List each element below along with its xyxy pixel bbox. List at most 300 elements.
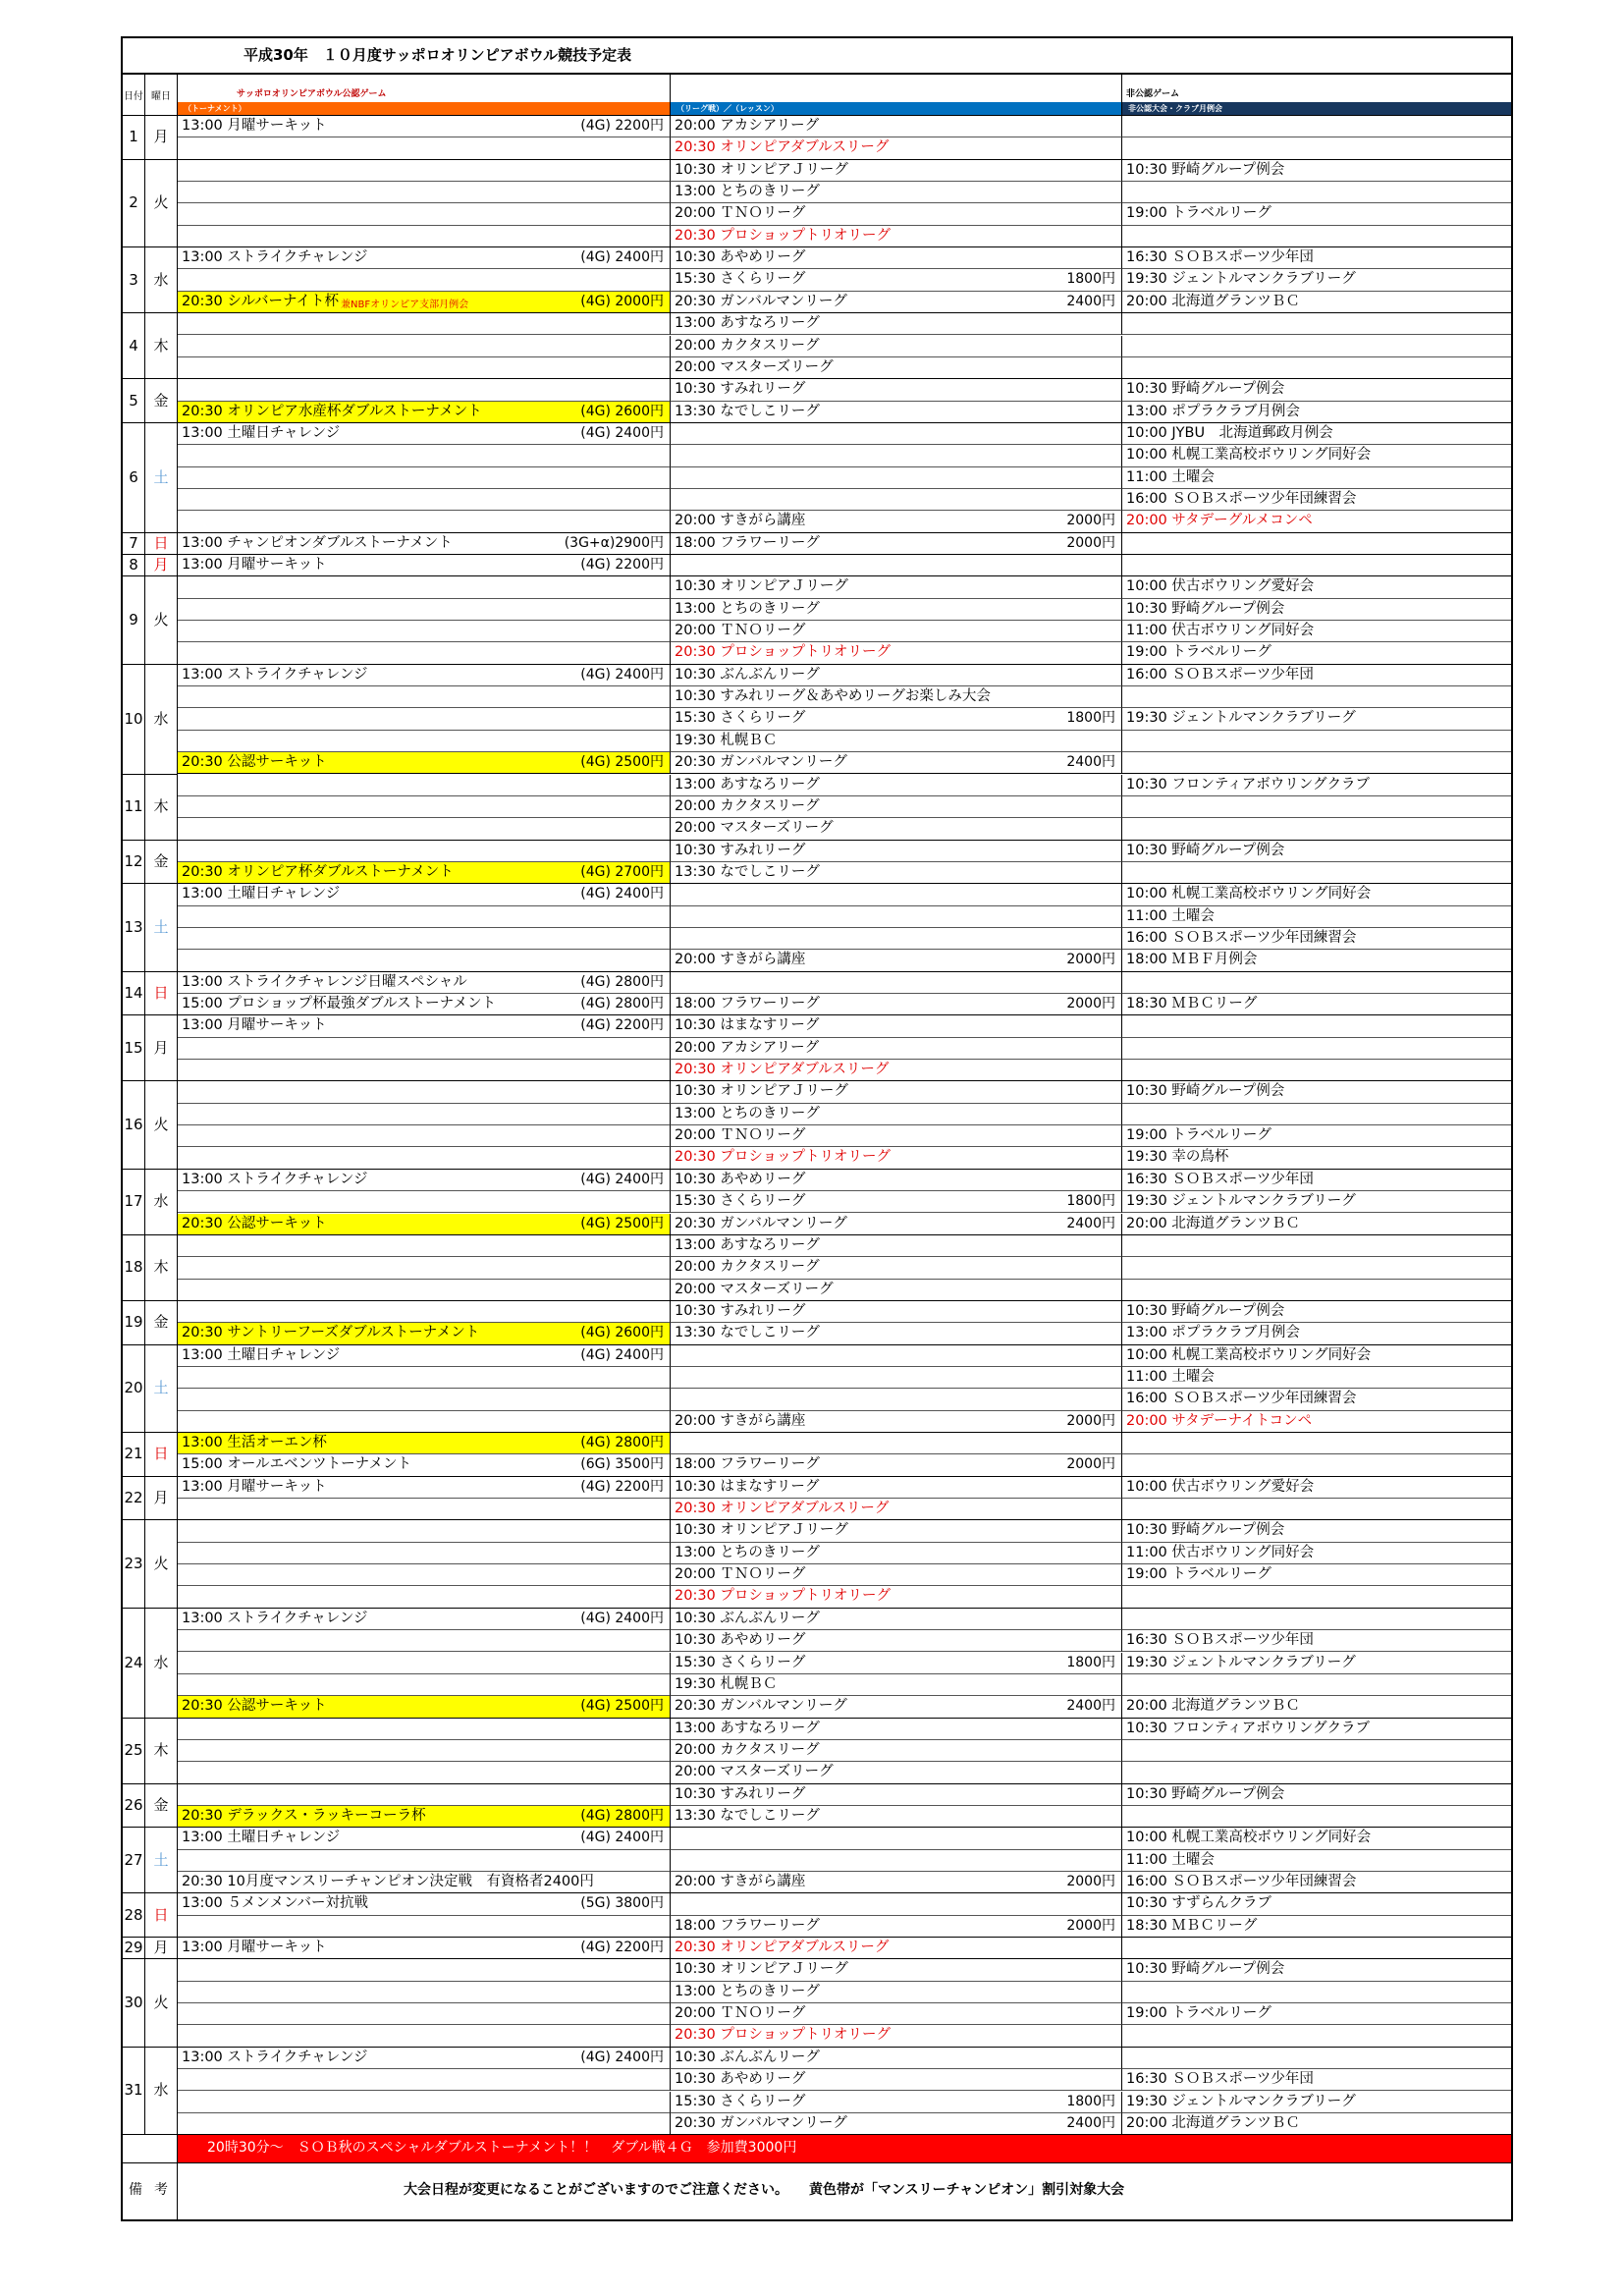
event-name: 11:00 伏古ボウリング同好会 — [1126, 1544, 1315, 1560]
event-name: 10:30 野崎グループ例会 — [1126, 842, 1285, 858]
event-name: 20:00 すきがら講座 — [675, 1412, 806, 1429]
event-name: 20:30 プロショップトリオリーグ — [675, 1149, 891, 1166]
event-entry — [1122, 1214, 1511, 1235]
day-number-text: 15 — [124, 1038, 143, 1057]
event-entry — [671, 1938, 1122, 1959]
event-price: (4G) 2800円 — [580, 973, 664, 990]
event-name: 20:00 すきがら講座 — [675, 513, 806, 529]
event-entry — [671, 1301, 1122, 1323]
day-number — [123, 533, 145, 555]
schedule-sheet — [121, 36, 1513, 2221]
event-name: 15:30 さくらリーグ — [675, 710, 806, 727]
schedule-cell-a — [178, 1564, 671, 1586]
schedule-cell-c — [1122, 116, 1511, 137]
event-name: 20:30 オリンピア水産杯ダブルストーナメント — [182, 403, 482, 419]
event-entry — [671, 182, 1122, 203]
weekday-text: 金 — [153, 1313, 169, 1332]
day-number-text: 16 — [124, 1116, 143, 1134]
event-entry — [1122, 950, 1511, 971]
schedule-cell-b — [671, 467, 1122, 489]
event-entry — [1122, 292, 1511, 313]
event-name: 13:00 ストライクチャレンジ日曜スペシャル — [182, 973, 467, 990]
event-entry — [671, 116, 1122, 137]
event-name: 20:30 公認サーキット — [182, 1215, 327, 1231]
day-number-text: 27 — [124, 1850, 143, 1869]
event-name: 13:00 ポプラクラブ月例会 — [1126, 1325, 1300, 1341]
schedule-cell-c — [1122, 1674, 1511, 1696]
event-entry — [1122, 1719, 1511, 1740]
day-number — [123, 884, 145, 971]
schedule-cell-a — [178, 2025, 671, 2047]
event-entry — [1122, 1477, 1511, 1499]
remarks-label-1: 備 — [129, 2182, 142, 2199]
event-name: 10:30 すみれリーグ — [675, 381, 806, 398]
event-name: 13:00 月曜サーキット — [182, 1017, 327, 1034]
schedule-cell-a — [178, 203, 671, 225]
day-number — [123, 1520, 145, 1608]
day-number-text: 19 — [124, 1313, 143, 1332]
weekday — [145, 1828, 178, 1893]
weekday-text: 火 — [153, 193, 169, 212]
event-name: 19:30 ジェントルマンクラブリーグ — [1126, 2093, 1356, 2109]
event-entry — [178, 1806, 671, 1828]
day-number — [123, 2048, 145, 2135]
event-entry — [1122, 247, 1511, 269]
event-name: 10:30 あやめリーグ — [675, 2071, 806, 2088]
schedule-cell-b — [671, 555, 1122, 576]
event-entry — [671, 402, 1122, 423]
event-price: (4G) 2400円 — [580, 666, 664, 683]
event-entry — [671, 1477, 1122, 1499]
event-name: 10:30 ぶんぶんリーグ — [675, 1610, 820, 1626]
event-name: 16:30 ＳＯＢスポーツ少年団 — [1126, 2071, 1314, 2088]
schedule-cell-c — [1122, 2048, 1511, 2069]
event-entry — [671, 533, 1122, 555]
event-entry — [1122, 1081, 1511, 1103]
event-entry — [1122, 2113, 1511, 2135]
schedule-cell-a — [178, 1125, 671, 1147]
weekday — [145, 1520, 178, 1608]
event-name: 20:00 マスターズリーグ — [675, 820, 834, 837]
weekday — [145, 972, 178, 1016]
weekday — [145, 1345, 178, 1433]
event-entry — [178, 1938, 671, 1959]
event-name: 11:00 土曜会 — [1126, 468, 1215, 485]
event-entry — [671, 2092, 1122, 2113]
event-entry — [671, 1719, 1122, 1740]
weekday-text: 土 — [153, 1379, 169, 1397]
schedule-cell-a — [178, 1916, 671, 1938]
event-price: 1800円 — [1066, 271, 1115, 288]
event-name: 20:00 アカシアリーグ — [675, 1039, 820, 1056]
weekday-text: 木 — [153, 1741, 169, 1760]
day-column-header — [123, 75, 145, 116]
event-name: 20:30 オリンピア杯ダブルストーナメント — [182, 863, 454, 880]
event-name: 10:00 札幌工業高校ボウリング同好会 — [1126, 886, 1372, 902]
event-entry — [671, 379, 1122, 401]
event-entry — [1122, 423, 1511, 445]
event-name: 20:00 マスターズリーグ — [675, 1764, 834, 1780]
schedule-cell-a — [178, 313, 671, 335]
event-name: 18:00 フラワーリーグ — [675, 534, 820, 551]
day-number-text: 8 — [129, 556, 138, 574]
event-name: 20:00 ＴＮＯリーグ — [675, 1566, 806, 1583]
event-entry — [1122, 511, 1511, 532]
schedule-cell-c — [1122, 226, 1511, 247]
event-entry — [1122, 402, 1511, 423]
event-entry — [1122, 1411, 1511, 1433]
event-name: 13:00 あすなろリーグ — [675, 1236, 820, 1253]
event-price: 2400円 — [1066, 293, 1115, 309]
event-name: 13:00 チャンピオンダブルストーナメント — [182, 534, 453, 551]
event-entry — [1122, 467, 1511, 489]
event-entry — [178, 116, 671, 137]
schedule-cell-a — [178, 1147, 671, 1169]
event-entry — [178, 665, 671, 686]
schedule-cell-c — [1122, 1454, 1511, 1476]
weekday — [145, 1893, 178, 1938]
event-entry — [178, 1696, 671, 1718]
event-name: 10:30 オリンピアＪリーグ — [675, 1522, 848, 1539]
event-name: 20:00 すきがら講座 — [675, 952, 806, 968]
event-entry — [671, 269, 1122, 291]
weekday-text: 木 — [153, 797, 169, 816]
event-price: (4G) 2400円 — [580, 1346, 664, 1363]
event-name: 10:00 伏古ボウリング愛好会 — [1126, 1478, 1315, 1495]
day-number-text: 5 — [129, 391, 138, 410]
weekday — [145, 2048, 178, 2135]
event-name: 10:00 札幌工業高校ボウリング同好会 — [1126, 447, 1372, 464]
event-name: 11:00 伏古ボウリング同好会 — [1126, 623, 1315, 639]
event-entry — [1122, 1147, 1511, 1169]
event-name: 13:30 なでしこリーグ — [675, 1807, 820, 1824]
event-name: 10:30 オリンピアＪリーグ — [675, 1083, 848, 1100]
event-name: 20:00 カクタスリーグ — [675, 797, 820, 814]
event-price: (4G) 2400円 — [580, 1830, 664, 1846]
event-entry — [671, 2025, 1122, 2047]
weekday-text: 火 — [153, 1116, 169, 1134]
event-name: 10:30 野崎グループ例会 — [1126, 1302, 1285, 1319]
schedule-cell-a — [178, 1235, 671, 1257]
schedule-cell-a — [178, 1630, 671, 1652]
event-name: 13:00 ストライクチャレンジ — [182, 249, 368, 266]
remarks-label — [123, 2163, 178, 2219]
event-entry — [671, 1147, 1122, 1169]
event-name: 10:30 ぶんぶんリーグ — [675, 2049, 820, 2065]
event-entry — [1122, 621, 1511, 642]
club-column-header — [1122, 75, 1511, 116]
title-row — [123, 38, 1511, 75]
remarks-text — [178, 2163, 1511, 2219]
schedule-cell-c — [1122, 1609, 1511, 1630]
event-name: 19:30 札幌ＢＣ — [675, 732, 778, 748]
event-name: 10:30 野崎グループ例会 — [1126, 381, 1285, 398]
event-entry — [671, 1762, 1122, 1783]
event-price: 1800円 — [1066, 710, 1115, 727]
event-entry — [178, 2048, 671, 2069]
event-name: 11:00 土曜会 — [1126, 907, 1215, 924]
event-name: 15:00 オールエベンツトーナメント — [182, 1456, 412, 1473]
schedule-cell-c — [1122, 313, 1511, 335]
event-entry — [178, 423, 671, 445]
weekday — [145, 1477, 178, 1521]
day-number — [123, 1477, 145, 1521]
schedule-cell-b — [671, 1433, 1122, 1454]
page-title: 平成30年 １０月度サッポロオリンピアボウル競技予定表 — [243, 46, 632, 64]
event-entry — [671, 1959, 1122, 1981]
day-number-text: 1 — [129, 128, 138, 146]
event-entry — [671, 796, 1122, 818]
schedule-cell-a — [178, 379, 671, 401]
schedule-cell-a — [178, 1850, 671, 1872]
day-number — [123, 1345, 145, 1433]
event-entry — [1122, 1301, 1511, 1323]
event-entry — [1122, 1170, 1511, 1191]
event-price: (4G) 2400円 — [580, 886, 664, 902]
schedule-cell-a — [178, 1762, 671, 1783]
schedule-cell-c — [1122, 533, 1511, 555]
event-name: 13:30 なでしこリーグ — [675, 863, 820, 880]
event-entry — [1122, 1696, 1511, 1718]
day-number — [123, 1609, 145, 1719]
event-entry — [671, 686, 1122, 708]
schedule-cell-b — [671, 972, 1122, 994]
schedule-cell-c — [1122, 862, 1511, 884]
schedule-cell-a — [178, 576, 671, 598]
event-name: 19:00 トラベルリーグ — [1126, 2005, 1271, 2022]
event-entry — [671, 1740, 1122, 1762]
weekday-text: 金 — [153, 1795, 169, 1814]
event-name: 13:00 生活オーエン杯 — [182, 1435, 327, 1450]
event-price: 2000円 — [1066, 534, 1115, 551]
day-number-text: 6 — [129, 467, 138, 486]
day-number-text: 25 — [124, 1741, 143, 1760]
event-name: 20:30 プロショップトリオリーグ — [675, 1588, 891, 1605]
event-entry — [1122, 1345, 1511, 1367]
event-name: 15:30 さくらリーグ — [675, 271, 806, 288]
event-name: 13:00 ５メンメンバー対抗戦 — [182, 1895, 368, 1912]
schedule-cell-b — [671, 1893, 1122, 1915]
event-entry — [671, 621, 1122, 642]
event-name: 20:30 プロショップトリオリーグ — [675, 644, 891, 661]
event-name: 18:00 ＭＢＦ月例会 — [1126, 952, 1258, 968]
schedule-cell-a — [178, 2113, 671, 2135]
event-price: (4G) 2800円 — [580, 996, 664, 1011]
day-number — [123, 379, 145, 423]
event-entry — [671, 2069, 1122, 2091]
weekday-text: 水 — [153, 270, 169, 289]
schedule-cell-a — [178, 1586, 671, 1608]
event-entry — [178, 1015, 671, 1037]
day-number-text: 21 — [124, 1445, 143, 1463]
event-entry — [1122, 906, 1511, 928]
schedule-cell-b — [671, 1389, 1122, 1410]
schedule-cell-c — [1122, 1586, 1511, 1608]
event-entry — [671, 775, 1122, 796]
schedule-cell-c — [1122, 1235, 1511, 1257]
event-entry — [671, 1060, 1122, 1081]
event-name: 13:00 あすなろリーグ — [675, 776, 820, 793]
event-name: 13:00 ストライクチャレンジ — [182, 1610, 368, 1626]
event-name: 10:00 札幌工業高校ボウリング同好会 — [1126, 1346, 1372, 1363]
schedule-cell-b — [671, 928, 1122, 950]
event-price: 2400円 — [1066, 754, 1115, 771]
event-price: (4G) 2000円 — [580, 293, 664, 309]
weekday — [145, 1015, 178, 1081]
event-entry — [671, 1872, 1122, 1893]
schedule-cell-a — [178, 269, 671, 291]
event-name: 10:30 野崎グループ例会 — [1126, 1083, 1285, 1100]
event-name: 13:00 土曜日チャレンジ — [182, 886, 341, 902]
day-number-text: 14 — [124, 983, 143, 1002]
schedule-cell-c — [1122, 818, 1511, 840]
schedule-cell-c — [1122, 731, 1511, 752]
event-entry — [671, 1257, 1122, 1279]
event-entry — [671, 994, 1122, 1015]
event-name: 20:30 サントリーフーズダブルストーナメント — [182, 1325, 480, 1341]
event-entry — [671, 708, 1122, 730]
weekday — [145, 576, 178, 664]
event-entry — [1122, 1564, 1511, 1586]
event-entry — [671, 1806, 1122, 1828]
event-name: 19:30 ジェントルマンクラブリーグ — [1126, 1193, 1356, 1210]
schedule-cell-c — [1122, 137, 1511, 159]
event-price: (4G) 2600円 — [580, 1325, 664, 1341]
schedule-cell-a — [178, 841, 671, 862]
schedule-cell-a — [178, 357, 671, 379]
event-name: 16:00 ＳＯＢスポーツ少年団練習会 — [1126, 490, 1357, 507]
event-name: 10:30 あやめリーグ — [675, 1171, 806, 1187]
day-number — [123, 1959, 145, 2047]
schedule-cell-a — [178, 1982, 671, 2003]
event-name: 20:30 デラックス・ラッキーコーラ杯 — [182, 1807, 426, 1824]
event-entry — [1122, 928, 1511, 950]
event-name: 20:00 サタデーナイトコンペ — [1126, 1412, 1313, 1429]
event-name: 20:30 ガンバルマンリーグ — [675, 293, 847, 309]
weekday — [145, 1433, 178, 1477]
event-entry — [178, 247, 671, 269]
event-name: 10:00 JYBU 北海道郵政月例会 — [1126, 424, 1333, 441]
schedule-cell-a — [178, 906, 671, 928]
event-entry — [178, 972, 671, 994]
event-name: 13:00 月曜サーキット — [182, 557, 327, 573]
event-name: 20:30 公認サーキット — [182, 754, 327, 771]
event-entry — [671, 357, 1122, 379]
weekday — [145, 247, 178, 313]
event-name: 10:00 札幌工業高校ボウリング同好会 — [1126, 1830, 1372, 1846]
event-name: 20:00 北海道グランツＢＣ — [1126, 1698, 1300, 1715]
event-entry — [1122, 379, 1511, 401]
schedule-cell-a — [178, 1280, 671, 1301]
event-name: 10:30 野崎グループ例会 — [1126, 1785, 1285, 1802]
event-entry — [671, 203, 1122, 225]
event-name: 10:00 伏古ボウリング愛好会 — [1126, 578, 1315, 595]
schedule-cell-a — [178, 336, 671, 357]
event-name: 10:30 あやめリーグ — [675, 1632, 806, 1649]
weekday — [145, 1959, 178, 2047]
event-entry — [671, 1125, 1122, 1147]
day-number — [123, 841, 145, 885]
schedule-cell-c — [1122, 182, 1511, 203]
event-entry — [671, 841, 1122, 862]
weekday — [145, 423, 178, 533]
day-number — [123, 1170, 145, 1235]
schedule-cell-b — [671, 1367, 1122, 1389]
event-name: 13:30 なでしこリーグ — [675, 1325, 820, 1341]
event-name: 19:30 ジェントルマンクラブリーグ — [1126, 710, 1356, 727]
event-price: (4G) 2500円 — [580, 1698, 664, 1715]
weekday-text: 月 — [153, 1038, 169, 1057]
notice-text: 20時30分～ ＳＯＢ秋のスペシャルダブルストーナメント！！ ダブル戦４Ｇ 参加費3000円 — [207, 2140, 797, 2157]
event-name: 13:00 土曜日チャレンジ — [182, 1346, 341, 1363]
event-entry — [671, 1323, 1122, 1344]
weekday — [145, 379, 178, 423]
day-number-text: 11 — [124, 797, 143, 816]
event-name: 20:00 ＴＮＯリーグ — [675, 205, 806, 222]
event-entry — [671, 313, 1122, 335]
schedule-cell-a — [178, 1499, 671, 1520]
event-name: 20:30 ガンバルマンリーグ — [675, 2114, 847, 2131]
event-entry — [671, 1214, 1122, 1235]
event-entry — [671, 599, 1122, 621]
event-entry — [178, 1609, 671, 1630]
schedule-cell-b — [671, 489, 1122, 511]
schedule-cell-a — [178, 1038, 671, 1060]
event-name: 19:30 札幌ＢＣ — [675, 1675, 778, 1692]
event-entry — [1122, 884, 1511, 905]
remarks-text-content: 大会日程が変更になることがございますのでご注意ください。 黄色帯が「マンスリーチャンピオン」割引対象大会 — [404, 2182, 1125, 2199]
event-entry — [178, 533, 671, 555]
event-name: 13:00 あすなろリーグ — [675, 1720, 820, 1736]
schedule-cell-b — [671, 1345, 1122, 1367]
weekday — [145, 775, 178, 841]
event-entry — [178, 1454, 671, 1476]
event-entry — [671, 336, 1122, 357]
league-column-header — [671, 75, 1122, 116]
remarks-label-2: 考 — [154, 2182, 168, 2199]
event-entry — [671, 642, 1122, 664]
event-entry — [671, 2113, 1122, 2135]
event-name: 10:30 はまなすリーグ — [675, 1478, 820, 1495]
event-name: 10:30 すみれリーグ — [675, 1785, 806, 1802]
event-price: (5G) 3800円 — [580, 1895, 664, 1912]
tournament-category-title: サッポロオリンピアボウル公認ゲーム — [237, 89, 387, 99]
weekday — [145, 116, 178, 160]
event-name: 13:00 とちのきリーグ — [675, 1983, 820, 1999]
schedule-cell-a — [178, 2092, 671, 2113]
schedule-cell-a — [178, 642, 671, 664]
schedule-cell-c — [1122, 686, 1511, 708]
event-entry — [1122, 1323, 1511, 1344]
event-name: 16:30 ＳＯＢスポーツ少年団 — [1126, 1171, 1314, 1187]
event-name: 10:30 フロンティアボウリングクラブ — [1126, 1720, 1370, 1736]
event-name: 16:00 ＳＯＢスポーツ少年団練習会 — [1126, 1874, 1357, 1889]
event-name: 20:00 カクタスリーグ — [675, 337, 820, 354]
event-entry — [671, 247, 1122, 269]
event-entry — [671, 862, 1122, 884]
event-entry — [1122, 1125, 1511, 1147]
day-number — [123, 423, 145, 533]
schedule-cell-a — [178, 1257, 671, 1279]
weekday-text: 木 — [153, 336, 169, 355]
event-price: (4G) 2800円 — [580, 1807, 664, 1824]
event-price: (4G) 2600円 — [580, 403, 664, 419]
event-entry — [671, 226, 1122, 247]
day-number-text: 24 — [124, 1653, 143, 1671]
event-name: 19:30 幸の鳥杯 — [1126, 1149, 1229, 1166]
schedule-cell-c — [1122, 555, 1511, 576]
schedule-cell-a — [178, 1520, 671, 1542]
